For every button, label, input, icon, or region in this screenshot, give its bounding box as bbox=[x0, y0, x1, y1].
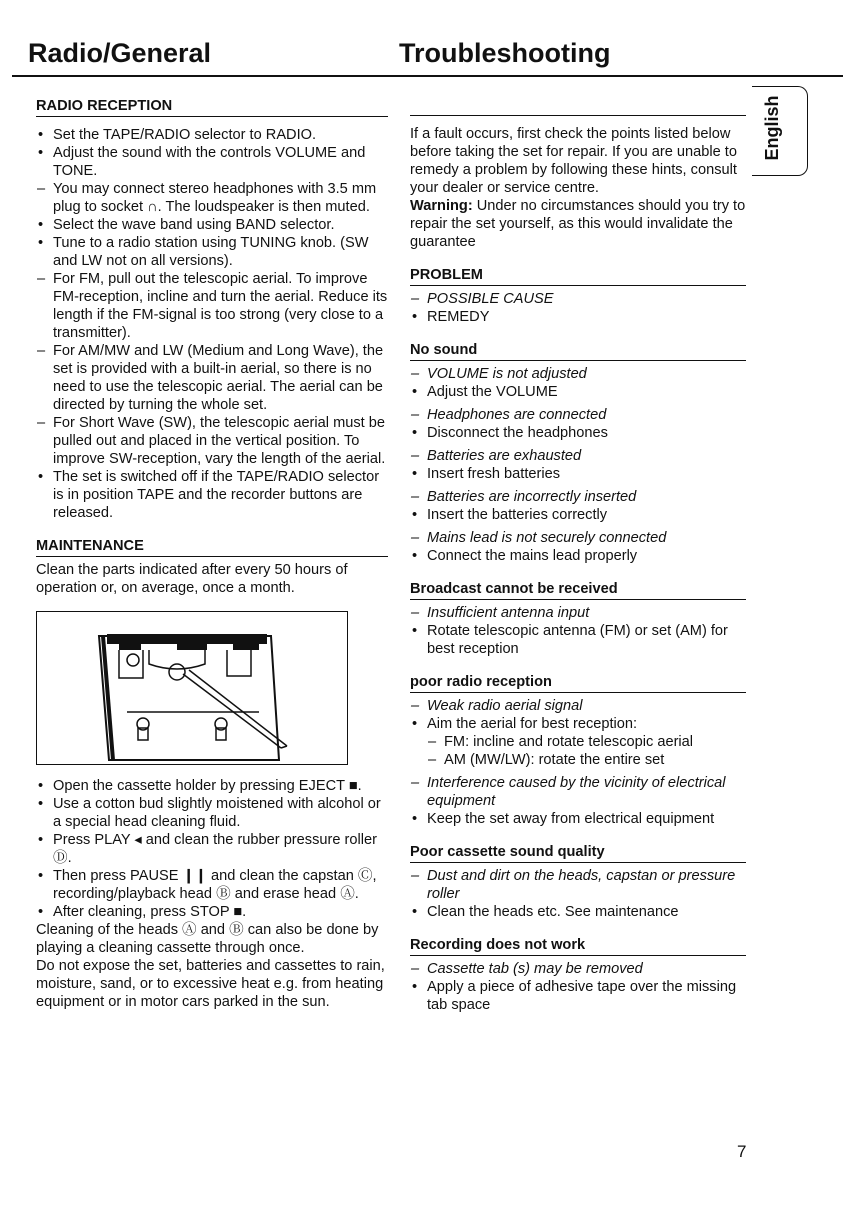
warning-label: Warning: bbox=[410, 198, 473, 214]
remedy-sub-item: – FM: incline and rotate telescopic aerial bbox=[410, 733, 746, 751]
cause-item: – Dust and dirt on the heads, capstan or pressure roller bbox=[410, 867, 746, 903]
radio-item: – You may connect stereo headphones with 3.5 mm plug to socket ∩. The loudspeaker is then muted. bbox=[36, 180, 388, 216]
remedy-sub-item: – AM (MW/LW): rotate the entire set bbox=[410, 751, 746, 769]
troubleshooting-warning bbox=[410, 197, 746, 251]
troubleshooting-intro: If a fault occurs, first check the points listed below before taking the set for repair. If you are unable to remedy a problem by following these hints, consult your dealer or service centre. bbox=[410, 126, 737, 196]
maintenance-step: • Open the cassette holder by pressing EJECT ■. bbox=[36, 777, 388, 795]
recording-heading: Recording does not work bbox=[410, 936, 746, 956]
remedy-item: • Insert the batteries correctly bbox=[410, 506, 746, 524]
broadcast-heading: Broadcast cannot be received bbox=[410, 580, 746, 600]
poor-cassette-heading: Poor cassette sound quality bbox=[410, 843, 746, 863]
maintenance-step: • Press PLAY ◂ and clean the rubber pressure roller Ⓓ. bbox=[36, 831, 388, 867]
cassette-mechanism-illustration bbox=[36, 611, 348, 765]
page-title-troubleshooting: Troubleshooting bbox=[399, 38, 611, 68]
cause-item: – Mains lead is not securely connected bbox=[410, 529, 746, 547]
remedy-item: • Apply a piece of adhesive tape over the missing tab space bbox=[410, 978, 746, 1014]
maintenance-note: Cleaning of the heads Ⓐ and Ⓑ can also be done by playing a cleaning cassette through once. bbox=[36, 922, 379, 956]
troubleshooting-top-rule bbox=[410, 97, 746, 116]
maintenance-step: • After cleaning, press STOP ■. bbox=[36, 903, 388, 921]
radio-item: – For Short Wave (SW), the telescopic aerial must be pulled out and placed in the vertical position. To improve SW-reception, vary the length of the aerial. bbox=[36, 414, 388, 468]
cause-item: – Batteries are exhausted bbox=[410, 447, 746, 465]
radio-item: • Adjust the sound with the controls VOLUME and TONE. bbox=[36, 144, 388, 180]
header-rule bbox=[12, 75, 843, 77]
cause-item: – Cassette tab (s) may be removed bbox=[410, 960, 746, 978]
cause-item: – Interference caused by the vicinity of electrical equipment bbox=[410, 774, 746, 810]
remedy-item: • Disconnect the headphones bbox=[410, 424, 746, 442]
legend-remedy: • REMEDY bbox=[410, 308, 746, 326]
maintenance-note: Do not expose the set, batteries and cassettes to rain, moisture, sand, or to excessive heat e.g. from heating equipment or in motor cars parked in the sun. bbox=[36, 958, 385, 1010]
language-tab-label: English bbox=[762, 95, 782, 161]
cause-item: – Batteries are incorrectly inserted bbox=[410, 488, 746, 506]
radio-reception-heading: RADIO RECEPTION bbox=[36, 97, 388, 117]
maintenance-heading: MAINTENANCE bbox=[36, 537, 388, 557]
remedy-item: • Insert fresh batteries bbox=[410, 465, 746, 483]
maintenance-step: • Use a cotton bud slightly moistened with alcohol or a special head cleaning fluid. bbox=[36, 795, 388, 831]
maintenance-step: • Then press PAUSE ❙❙ and clean the capstan Ⓒ, recording/playback head Ⓑ and erase head Ⓐ. bbox=[36, 867, 388, 903]
remedy-item: • Aim the aerial for best reception: bbox=[410, 715, 746, 733]
radio-item: – For AM/MW and LW (Medium and Long Wave), the set is provided with a built-in aerial, so there is no need to use the telescopic aerial. The aerial can be directed by turning the whole set. bbox=[36, 342, 388, 414]
cause-item: – Insufficient antenna input bbox=[410, 604, 746, 622]
remedy-item: • Rotate telescopic antenna (FM) or set (AM) for best reception bbox=[410, 622, 746, 658]
left-column bbox=[36, 97, 388, 1011]
cause-item: – Headphones are connected bbox=[410, 406, 746, 424]
poor-radio-heading: poor radio reception bbox=[410, 673, 746, 693]
remedy-item: • Connect the mains lead properly bbox=[410, 547, 746, 565]
remedy-item: • Clean the heads etc. See maintenance bbox=[410, 903, 746, 921]
remedy-item: • Adjust the VOLUME bbox=[410, 383, 746, 401]
maintenance-intro: Clean the parts indicated after every 50 hours of operation or, on average, once a month. bbox=[36, 562, 348, 596]
legend-cause: – POSSIBLE CAUSE bbox=[410, 290, 746, 308]
cause-item: – VOLUME is not adjusted bbox=[410, 365, 746, 383]
radio-item: – For FM, pull out the telescopic aerial. To improve FM-reception, incline and turn the aerial. Reduce its length if the FM-signal is too strong (very close to a transmitter). bbox=[36, 270, 388, 342]
radio-item: • The set is switched off if the TAPE/RADIO selector is in position TAPE and the recorder buttons are released. bbox=[36, 468, 388, 522]
radio-item: • Tune to a radio station using TUNING knob. (SW and LW not on all versions). bbox=[36, 234, 388, 270]
cause-item: – Weak radio aerial signal bbox=[410, 697, 746, 715]
remedy-item: • Keep the set away from electrical equipment bbox=[410, 810, 746, 828]
page-number: 7 bbox=[737, 1142, 747, 1161]
problem-heading: PROBLEM bbox=[410, 266, 746, 286]
page-title-radio-general: Radio/General bbox=[28, 38, 212, 68]
cassette-heads-drawing bbox=[37, 612, 347, 764]
radio-item: • Set the TAPE/RADIO selector to RADIO. bbox=[36, 126, 388, 144]
no-sound-heading: No sound bbox=[410, 341, 746, 361]
right-column bbox=[410, 97, 746, 1014]
warning-text: Under no circumstances should you try to repair the set yourself, as this would invalidate the guarantee bbox=[410, 198, 746, 250]
radio-item: • Select the wave band using BAND selector. bbox=[36, 216, 388, 234]
